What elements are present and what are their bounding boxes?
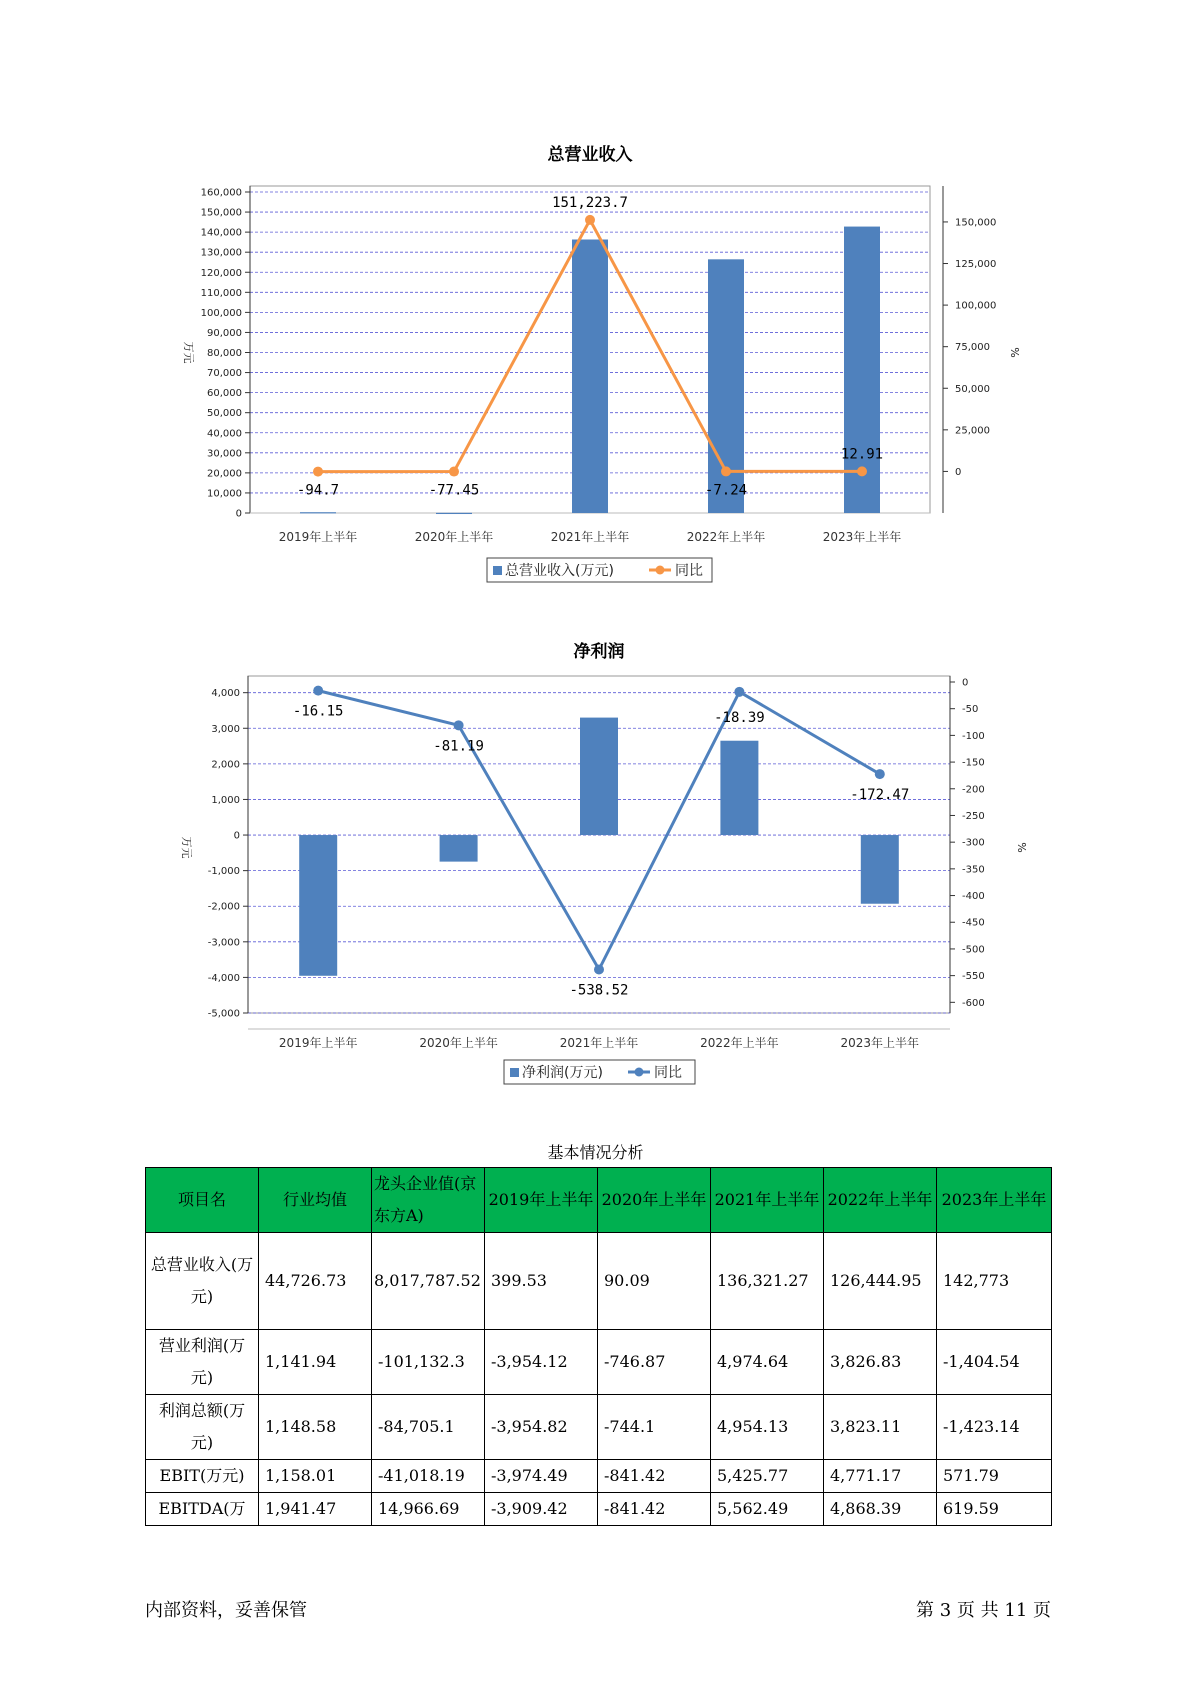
series-point (454, 720, 464, 730)
footer-page-number: 第 3 页 共 11 页 (916, 1600, 1051, 1621)
y-tick-label: 40,000 (207, 428, 242, 440)
data-label: 12.91 (840, 446, 884, 463)
cell: -744.1 (598, 1395, 711, 1460)
header-2019h1: 2019年上半年 (485, 1168, 598, 1233)
cell: -41,018.19 (372, 1460, 485, 1493)
y2-tick-label: -250 (962, 810, 985, 822)
y-axis-unit: 万元 (180, 836, 193, 859)
y-tick-label: -4,000 (207, 972, 240, 984)
x-tick-label: 2021年上半年 (550, 530, 630, 544)
y2-tick-label: -100 (962, 730, 985, 742)
cell: -841.42 (598, 1493, 711, 1526)
cell: 4,771.17 (824, 1460, 937, 1493)
bar (300, 512, 336, 513)
bar (861, 835, 899, 904)
cell: 1,941.47 (259, 1493, 372, 1526)
bar (436, 513, 472, 514)
table-header-row (146, 1168, 1052, 1233)
x-tick-label: 2020年上半年 (419, 1036, 498, 1050)
cell-item-name: 营业利润(万元) (146, 1330, 259, 1395)
y2-tick-label: 100,000 (955, 300, 997, 312)
cell-item-name: EBITDA(万 (146, 1493, 259, 1526)
table-row (146, 1330, 1052, 1395)
cell: 14,966.69 (372, 1493, 485, 1526)
y-tick-label: 4,000 (211, 688, 240, 700)
y2-tick-label: -500 (962, 944, 985, 956)
y-tick-label: 0 (235, 508, 242, 520)
y-tick-label: 20,000 (207, 468, 242, 480)
y2-tick-label: -50 (962, 704, 979, 716)
y-tick-label: 60,000 (207, 388, 242, 400)
y2-tick-label: -400 (962, 891, 985, 903)
y2-tick-label: -600 (962, 997, 985, 1009)
cell: -3,974.49 (485, 1460, 598, 1493)
cell-item-name: 总营业收入(万元) (146, 1233, 259, 1330)
cell: -84,705.1 (372, 1395, 485, 1460)
cell: -841.42 (598, 1460, 711, 1493)
x-tick-label: 2020年上半年 (414, 530, 494, 544)
revenue-chart-svg (0, 0, 1191, 600)
legend-line-marker (656, 566, 665, 575)
cell: 5,425.77 (711, 1460, 824, 1493)
cell: 126,444.95 (824, 1233, 937, 1330)
y-tick-label: 120,000 (200, 267, 242, 279)
data-label: -16.15 (292, 703, 344, 720)
cell: 1,141.94 (259, 1330, 372, 1395)
y-tick-label: 110,000 (200, 287, 242, 299)
cell: -3,954.82 (485, 1395, 598, 1460)
data-label: -7.24 (704, 482, 748, 499)
x-tick-label: 2021年上半年 (559, 1036, 639, 1050)
cell: 44,726.73 (259, 1233, 372, 1330)
basic-analysis-table (145, 1167, 1052, 1526)
header-leader: 龙头企业值(京东方A) (372, 1168, 485, 1233)
header-2021h1: 2021年上半年 (711, 1168, 824, 1233)
data-label: -94.7 (296, 482, 340, 499)
y-tick-label: 150,000 (200, 207, 242, 219)
y-tick-label: 10,000 (207, 488, 242, 500)
bar (299, 835, 337, 976)
y2-tick-label: 150,000 (955, 217, 997, 229)
chart-title: 净利润 (573, 642, 625, 662)
x-tick-label: 2023年上半年 (840, 1036, 920, 1050)
legend-line-label: 同比 (675, 563, 703, 579)
series-point (857, 466, 867, 476)
y2-axis-unit: % (1008, 347, 1021, 358)
cell: 1,158.01 (259, 1460, 372, 1493)
series-point (449, 467, 459, 477)
cell-item-name: 利润总额(万元) (146, 1395, 259, 1460)
x-tick-label: 2023年上半年 (822, 530, 902, 544)
x-tick-label: 2019年上半年 (278, 530, 358, 544)
cell: 136,321.27 (711, 1233, 824, 1330)
y2-tick-label: 125,000 (955, 259, 997, 271)
table-row (146, 1233, 1052, 1330)
legend-bar-swatch (493, 566, 502, 575)
bar (440, 835, 478, 862)
legend-line-label: 同比 (654, 1065, 682, 1081)
y2-tick-label: 75,000 (955, 342, 990, 354)
cell: 619.59 (937, 1493, 1052, 1526)
y2-tick-label: -450 (962, 917, 985, 929)
y-tick-label: 1,000 (211, 794, 240, 806)
series-point (585, 215, 595, 225)
cell: 4,868.39 (824, 1493, 937, 1526)
data-label: -77.45 (428, 482, 480, 499)
y-tick-label: 2,000 (211, 759, 240, 771)
data-label: -172.47 (850, 787, 910, 804)
header-item-name: 项目名 (146, 1168, 259, 1233)
series-point (875, 769, 885, 779)
y2-tick-label: 25,000 (955, 425, 990, 437)
footer-confidential-note: 内部资料，妥善保管 (145, 1600, 307, 1621)
cell: 90.09 (598, 1233, 711, 1330)
y-tick-label: 160,000 (200, 187, 242, 199)
profit-chart-svg (0, 600, 1191, 1100)
y2-tick-label: -200 (962, 784, 985, 796)
cell: 3,826.83 (824, 1330, 937, 1395)
cell-item-name: EBIT(万元) (146, 1460, 259, 1493)
legend-line-marker (635, 1068, 644, 1077)
table-title: 基本情况分析 (547, 1143, 644, 1162)
cell: 571.79 (937, 1460, 1052, 1493)
y-tick-label: 70,000 (207, 368, 242, 380)
cell: 3,823.11 (824, 1395, 937, 1460)
header-2020h1: 2020年上半年 (598, 1168, 711, 1233)
data-label: -81.19 (433, 738, 484, 755)
y-tick-label: -5,000 (207, 1008, 240, 1020)
y-tick-label: 130,000 (200, 247, 242, 259)
y2-tick-label: -300 (962, 837, 985, 849)
series-point (721, 466, 731, 476)
table-row (146, 1460, 1052, 1493)
profit-chart (0, 600, 1191, 1104)
header-2022h1: 2022年上半年 (824, 1168, 937, 1233)
y-tick-label: -1,000 (207, 866, 240, 878)
cell: 1,148.58 (259, 1395, 372, 1460)
cell: -3,909.42 (485, 1493, 598, 1526)
cell: -3,954.12 (485, 1330, 598, 1395)
series-point (313, 686, 323, 696)
x-tick-label: 2022年上半年 (686, 530, 766, 544)
y2-tick-label: -150 (962, 757, 985, 769)
header-2023h1: 2023年上半年 (937, 1168, 1052, 1233)
y2-tick-label: 0 (955, 466, 962, 478)
y2-tick-label: 50,000 (955, 383, 990, 395)
cell: 399.53 (485, 1233, 598, 1330)
cell: -1,404.54 (937, 1330, 1052, 1395)
y2-axis-unit: % (1015, 842, 1028, 853)
y-tick-label: 30,000 (207, 448, 242, 460)
data-label: -18.39 (714, 709, 765, 726)
y-tick-label: 140,000 (200, 227, 242, 239)
header-industry-avg: 行业均值 (259, 1168, 372, 1233)
bar (720, 741, 758, 835)
data-label: -538.52 (569, 982, 629, 999)
y-tick-label: 3,000 (211, 723, 240, 735)
y2-tick-label: -350 (962, 864, 985, 876)
data-label: 151,223.7 (552, 194, 628, 211)
y2-tick-label: -550 (962, 971, 985, 983)
bar (572, 240, 608, 513)
cell: 4,974.64 (711, 1330, 824, 1395)
table-row (146, 1493, 1052, 1526)
y-tick-label: 90,000 (207, 327, 242, 339)
cell: 5,562.49 (711, 1493, 824, 1526)
chart-title: 总营业收入 (547, 145, 633, 165)
cell: -101,132.3 (372, 1330, 485, 1395)
legend-bar-label: 净利润(万元) (522, 1065, 603, 1081)
y-tick-label: -2,000 (207, 901, 240, 913)
cell: -746.87 (598, 1330, 711, 1395)
x-tick-label: 2019年上半年 (278, 1036, 358, 1050)
series-point (594, 965, 604, 975)
revenue-chart (0, 0, 1191, 604)
cell: -1,423.14 (937, 1395, 1052, 1460)
series-point (313, 467, 323, 477)
y-tick-label: 80,000 (207, 348, 242, 359)
y-tick-label: 100,000 (200, 307, 242, 319)
bar (580, 718, 618, 835)
y-tick-label: -3,000 (207, 937, 240, 949)
table-row (146, 1395, 1052, 1460)
y-tick-label: 0 (233, 830, 240, 842)
x-tick-label: 2022年上半年 (700, 1036, 779, 1050)
cell: 4,954.13 (711, 1395, 824, 1460)
y-tick-label: 50,000 (207, 408, 242, 420)
y2-tick-label: 0 (962, 677, 969, 689)
cell: 8,017,787.52 (372, 1233, 485, 1330)
legend-bar-swatch (510, 1068, 519, 1077)
cell: 142,773 (937, 1233, 1052, 1330)
series-point (734, 687, 744, 697)
legend-bar-label: 总营业收入(万元) (505, 563, 614, 579)
y-axis-unit: 万元 (182, 341, 195, 364)
